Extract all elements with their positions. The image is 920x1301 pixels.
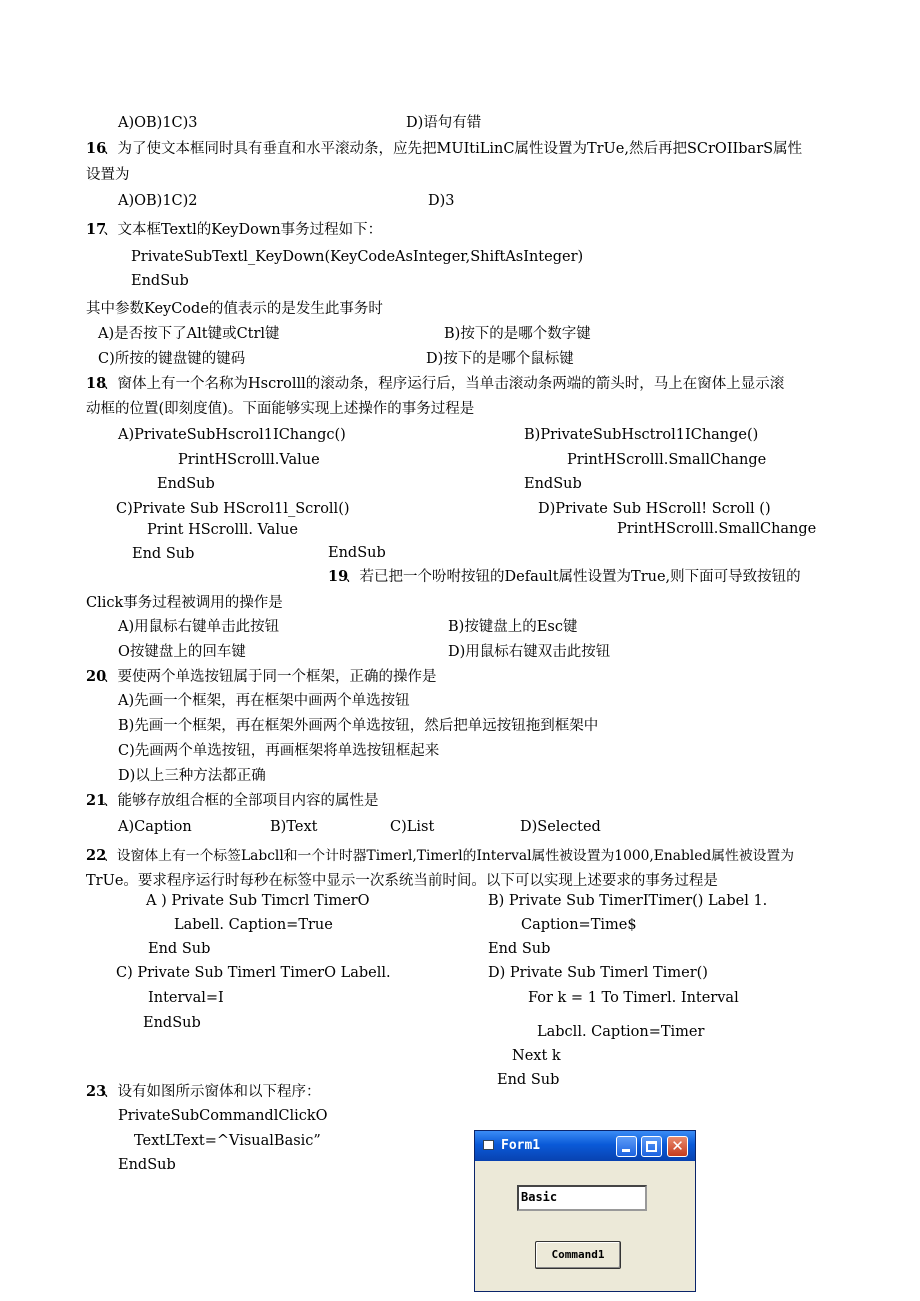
question-text: 设置为 <box>86 167 130 183</box>
question-text: 、能够存放组合框的全部项目内容的属性是 <box>103 793 379 809</box>
option-c: C)List <box>390 819 435 835</box>
question-text: 动框的位置(即刻度值)。下面能够实现上述操作的事务过程是 <box>86 401 475 417</box>
question-number: 23 <box>86 1083 107 1100</box>
question-number: 21 <box>86 792 107 809</box>
code-line: TextLText=^VisualBasic” <box>134 1133 321 1149</box>
question-number: 20 <box>86 668 107 685</box>
code-line: End Sub <box>132 546 195 562</box>
code-line: Caption=Time$ <box>521 917 637 933</box>
option-b: B) Private Sub TimerITimer() Label 1. <box>488 893 768 909</box>
question-number: 17 <box>86 221 107 238</box>
minimize-button[interactable] <box>616 1136 637 1157</box>
code-line: EndSub <box>157 476 215 492</box>
option-c: C)所按的键盘键的键码 <box>98 351 246 367</box>
option-b: B)先画一个框架，再在框架外画两个单选按钮，然后把单远按钮拖到框架中 <box>118 718 599 734</box>
question-text: 、窗体上有一个名称为Hscrolll的滚动条，程序运行后，当单击滚动条两端的箭头时，马上在窗体上显示滚 <box>103 376 785 392</box>
close-button[interactable] <box>667 1136 688 1157</box>
question-text: 、文本框Textl的KeyDown事务过程如下： <box>103 222 383 238</box>
option-d: D)用鼠标右键双击此按钮 <box>448 644 611 660</box>
window-titlebar <box>475 1131 695 1161</box>
code-line: EndSub <box>118 1157 176 1173</box>
window-title: Form1 <box>501 1138 541 1153</box>
code-line: End Sub <box>148 941 211 957</box>
form-icon <box>483 1140 494 1150</box>
option-a: A)是否按下了Alt键或Ctrl键 <box>98 326 280 342</box>
option-d: D)Private Sub HScroll! Scroll () <box>538 501 771 517</box>
code-line: Print HScrolll. Value <box>147 522 298 538</box>
option-b: B)按下的是哪个数字键 <box>444 326 591 342</box>
option-c: C)Private Sub HScrol1l_Scroll() <box>116 501 350 517</box>
code-line: Next k <box>512 1048 561 1064</box>
question-text: 其中参数KeyCode的值表示的是发生此事务时 <box>86 301 383 317</box>
option-d: D)Selected <box>520 819 601 835</box>
option-d: D) Private Sub Timerl Timer() <box>488 965 708 981</box>
option-a: A)Caption <box>118 819 192 835</box>
maximize-icon <box>646 1141 657 1152</box>
option-a: A)OB)1C)2 <box>118 193 198 209</box>
code-line: PrivateSubCommandlClickO <box>118 1108 328 1124</box>
question-number: 16 <box>86 140 107 157</box>
option-c: C) Private Sub Timerl TimerO Labell. <box>116 965 391 981</box>
code-line: End Sub <box>497 1072 560 1088</box>
option-a: A)OB)1C)3 <box>118 115 198 131</box>
option-c: C)先画两个单选按钮，再画框架将单选按钮框起来 <box>118 743 440 759</box>
question-number: 19 <box>328 568 349 585</box>
code-line: Labcll. Caption=Timer <box>537 1024 705 1040</box>
option-d: D)语句有错 <box>406 115 482 131</box>
code-line: EndSub <box>143 1015 201 1031</box>
question-text: Click事务过程被调用的操作是 <box>86 595 283 611</box>
option-b: B)按键盘上的Esc键 <box>448 619 578 635</box>
question-text: 、要使两个单选按钮属于同一个框架，正确的操作是 <box>103 669 437 685</box>
code-line: EndSub <box>524 476 582 492</box>
option-a: A ) Private Sub Timcrl TimerO <box>146 893 370 909</box>
option-a: A)PrivateSubHscrol1IChangc() <box>118 427 346 443</box>
command1-button[interactable]: Command1 <box>535 1241 621 1269</box>
code-line: EndSub <box>131 273 189 289</box>
question-text: 、设窗体上有一个标签Labcll和一个计时器Timerl,Timerl的Interval属性被设置为1000,Enabled属性被设置为 <box>103 848 795 864</box>
question-text: 、若已把一个吩咐按钮的Default属性设置为True,则下面可导致按钮的 <box>345 569 801 585</box>
question-text: TrUe。要求程序运行时每秒在标签中显示一次系统当前时间。以下可以实现上述要求的事务过程是 <box>86 873 718 889</box>
code-line: Labell. Caption=True <box>174 917 333 933</box>
question-number: 22 <box>86 847 107 864</box>
code-line: PrintHScrolll.SmallChange <box>567 452 767 468</box>
maximize-button[interactable] <box>641 1136 662 1157</box>
code-line: End Sub <box>488 941 551 957</box>
code-line: Interval=I <box>148 990 224 1006</box>
question-number: 18 <box>86 375 107 392</box>
question-text: 、设有如图所示窗体和以下程序： <box>103 1084 321 1100</box>
option-d: D)按下的是哪个鼠标键 <box>426 351 574 367</box>
option-a: A)先画一个框架，再在框架中画两个单选按钮 <box>118 693 410 709</box>
code-line: PrintHScrolll.SmallChange <box>617 521 817 537</box>
question-text: 、为了使文本框同时具有垂直和水平滚动条，应先把MUItiLinC属性设置为TrUe,然后再把SCrOIIbarS属性 <box>103 141 803 157</box>
code-line: PrintHScrolll.Value <box>178 452 320 468</box>
code-line: For k = 1 To Timerl. Interval <box>528 990 739 1006</box>
option-d: D)3 <box>428 193 455 209</box>
option-d: D)以上三种方法都正确 <box>118 768 266 784</box>
option-a: A)用鼠标右键单击此按钮 <box>118 619 280 635</box>
text1-input[interactable]: Basic <box>517 1185 647 1211</box>
close-icon: ✕ <box>671 1137 684 1155</box>
option-c: O按键盘上的回车键 <box>118 644 246 660</box>
option-b: B)PrivateSubHsctrol1IChange() <box>524 427 759 443</box>
form1-window <box>474 1130 696 1292</box>
option-b: B)Text <box>270 819 318 835</box>
code-line: EndSub <box>328 545 386 561</box>
minimize-icon <box>622 1149 630 1152</box>
code-line: PrivateSubTextl_KeyDown(KeyCodeAsInteger,ShiftAsInteger) <box>131 249 584 265</box>
